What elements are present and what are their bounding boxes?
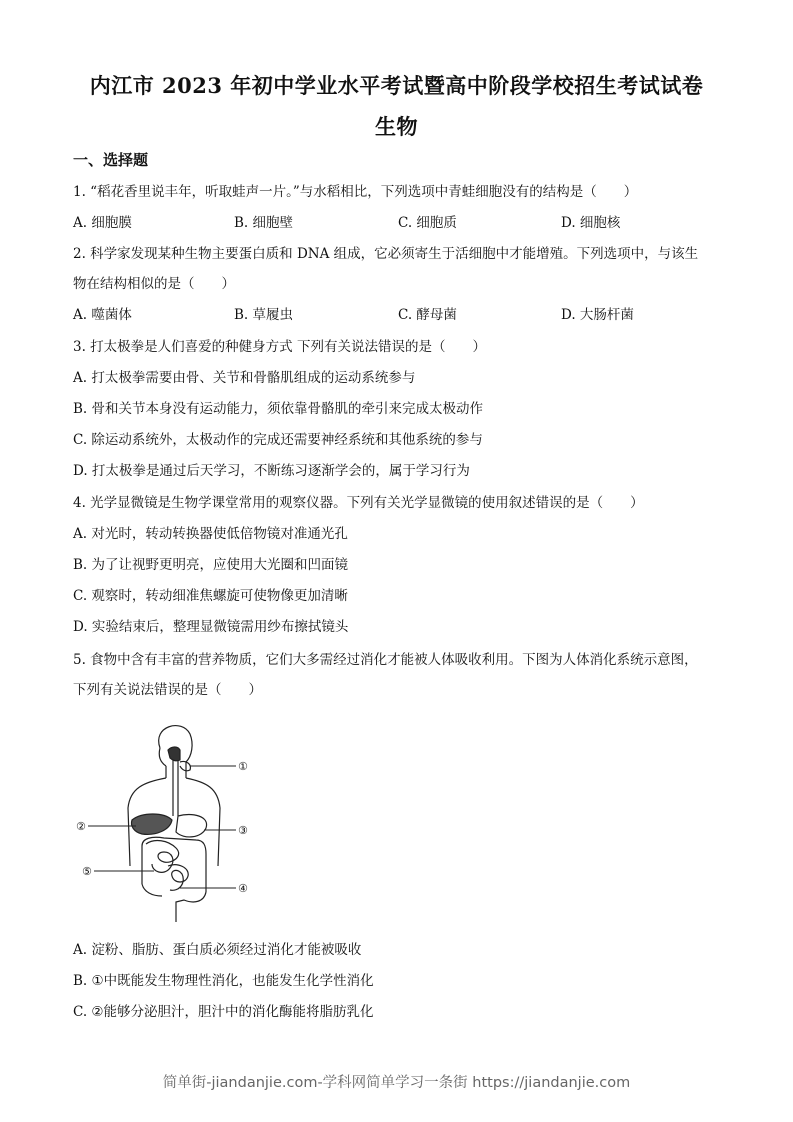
- question-5-stem-line1: 5. 食物中含有丰富的营养物质，它们大多需经过消化才能被人体吸收利用。下图为人体消化系统示意图，: [73, 652, 698, 668]
- q4-option-b: B. 为了让视野更明亮，应使用大光圈和凹面镜: [73, 557, 349, 573]
- exam-subject: 生物: [375, 114, 418, 139]
- question-2-stem-line2: 物在结构相似的是（ ）: [73, 276, 235, 292]
- q4-option-a: A. 对光时，转动转换器使低倍物镜对准通光孔: [73, 526, 348, 542]
- q4-option-c: C. 观察时，转动细准焦螺旋可使物像更加清晰: [73, 588, 348, 604]
- q2-option-c: C. 酵母菌: [398, 307, 457, 323]
- figure-marker-3: ③: [238, 824, 248, 837]
- figure-marker-4: ④: [238, 882, 248, 895]
- q5-option-b: B. ①中既能发生物理性消化，也能发生化学性消化: [73, 973, 374, 989]
- digestive-system-diagram: [72, 716, 272, 926]
- figure-marker-1: ①: [238, 760, 248, 773]
- q3-option-c: C. 除运动系统外，太极动作的完成还需要神经系统和其他系统的参与: [73, 432, 483, 448]
- q4-option-d: D. 实验结束后，整理显微镜需用纱布擦拭镜头: [73, 619, 349, 635]
- figure-marker-5: ⑤: [82, 865, 92, 878]
- question-1-stem: 1. “稻花香里说丰年，听取蛙声一片。”与水稻相比，下列选项中青蛙细胞没有的结构是（ ）: [73, 184, 638, 200]
- q1-option-b: B. 细胞壁: [234, 215, 294, 231]
- q3-option-a: A. 打太极拳需要由骨、关节和骨骼肌组成的运动系统参与: [73, 370, 416, 386]
- q2-option-b: B. 草履虫: [234, 307, 294, 323]
- q1-option-d: D. 细胞核: [561, 215, 621, 231]
- question-3-stem: 3. 打太极拳是人们喜爱的种健身方式 下列有关说法错误的是（ ）: [73, 339, 486, 355]
- q5-option-a: A. 淀粉、脂肪、蛋白质必须经过消化才能被吸收: [73, 942, 362, 958]
- q3-option-b: B. 骨和关节本身没有运动能力，须依靠骨骼肌的牵引来完成太极动作: [73, 401, 484, 417]
- question-5-stem-line2: 下列有关说法错误的是（ ）: [73, 682, 262, 698]
- q2-option-a: A. 噬菌体: [73, 307, 132, 323]
- page-footer-watermark: 简单街-jiandanjie.com-学科网简单学习一条街 https://jiandanjie.com: [162, 1075, 631, 1091]
- question-2-stem-line1: 2. 科学家发现某种生物主要蛋白质和 DNA 组成，它必须寄生于活细胞中才能增殖。下列选项中，与该生: [73, 246, 699, 262]
- exam-title: 内江市 2023 年初中学业水平考试暨高中阶段学校招生考试试卷: [89, 73, 704, 98]
- q3-option-d: D. 打太极拳是通过后天学习，不断练习逐渐学会的，属于学习行为: [73, 463, 470, 479]
- figure-marker-2: ②: [76, 820, 86, 833]
- q1-option-c: C. 细胞质: [398, 215, 457, 231]
- q1-option-a: A. 细胞膜: [73, 215, 132, 231]
- section-heading: 一、选择题: [73, 151, 149, 169]
- q2-option-d: D. 大肠杆菌: [561, 307, 634, 323]
- question-4-stem: 4. 光学显微镜是生物学课堂常用的观察仪器。下列有关光学显微镜的使用叙述错误的是（ ）: [73, 495, 644, 511]
- q5-option-c: C. ②能够分泌胆汁，胆汁中的消化酶能将脂肪乳化: [73, 1004, 374, 1020]
